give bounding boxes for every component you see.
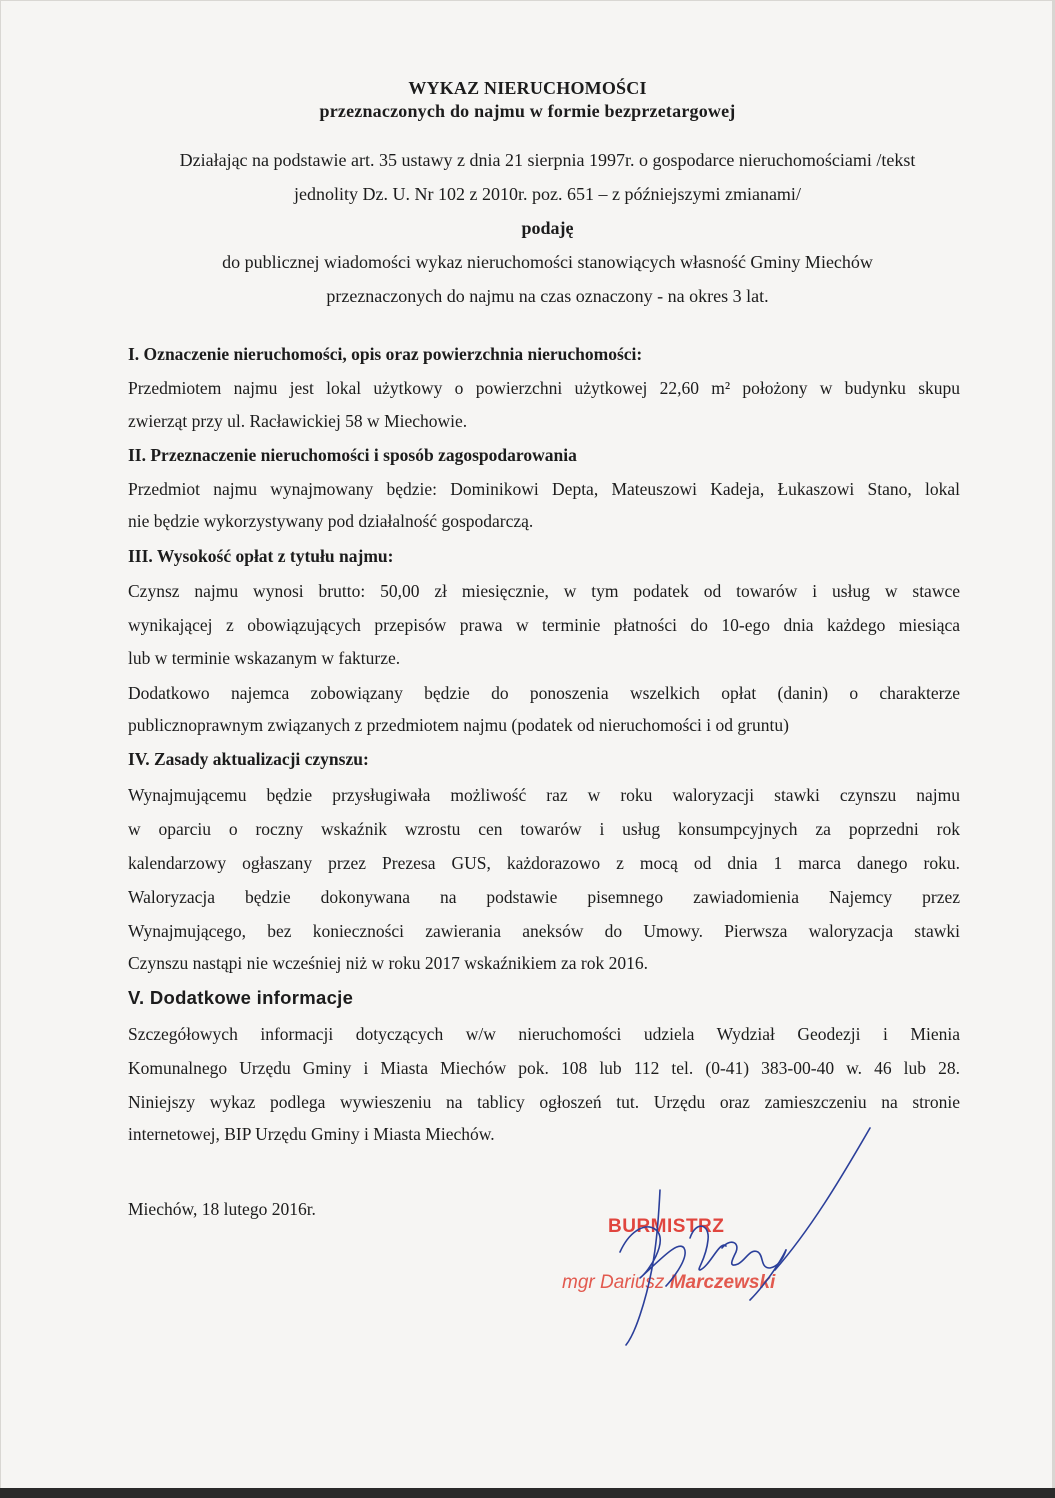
section-5-line-3: Niniejszy wykaz podlega wywieszeniu na tablicy ogłoszeń tut. Urzędu oraz zamieszczeniu na stronie [128,1092,960,1112]
section-4-line-4: Waloryzacja będzie dokonywana na podstawie pisemnego zawiadomienia Najemcy przez [128,887,960,907]
section-3-line-5: publicznoprawnym związanych z przedmiotem najmu (podatek od nieruchomości i od gruntu) [128,715,789,735]
section-3-line-1: Czynsz najmu wynosi brutto: 50,00 zł miesięcznie, w tym podatek od towarów i usług w stawce [128,581,960,601]
intro-line-5: przeznaczonych do najmu na czas oznaczony - na okres 3 lat. [326,286,769,306]
stamp-title: BURMISTRZ [608,1216,725,1237]
document-subtitle: przeznaczonych do najmu w formie bezprzetargowej [319,101,736,121]
section-2-line-2: nie będzie wykorzystywany pod działalność gospodarczą. [128,511,534,531]
section-4-line-6: Czynszu nastąpi nie wcześniej niż w roku 2017 wskaźnikiem za rok 2016. [128,953,649,973]
section-3-line-3: lub w terminie wskazanym w fakturze. [128,648,401,668]
section-4-line-1: Wynajmującemu będzie przysługiwała możliwość raz w roku waloryzacji stawki czynszu najmu [128,785,960,805]
stamp-name-prefix: mgr Dariusz [562,1272,670,1293]
place-date: Miechów, 18 lutego 2016r. [128,1199,316,1219]
section-2-heading: II. Przeznaczenie nieruchomości i sposób zagospodarowania [128,445,577,465]
section-3-line-2: wynikającej z obowiązujących przepisów prawa w terminie płatności do 10-ego dnia każdego miesiąca [128,615,960,635]
section-1-line-2: zwierząt przy ul. Racławickiej 58 w Miechowie. [128,411,468,431]
section-2-line-1: Przedmiot najmu wynajmowany będzie: Dominikowi Depta, Mateuszowi Kadeja, Łukaszowi Stano, lokal [128,479,960,499]
handwritten-signature [600,1120,890,1360]
section-4-line-3: kalendarzowy ogłaszany przez Prezesa GUS, każdorazowo z mocą od dnia 1 marca danego roku. [128,853,960,873]
section-5-line-1: Szczegółowych informacji dotyczących w/w nieruchomości udziela Wydział Geodezji i Mienia [128,1024,960,1044]
section-5-line-4: internetowej, BIP Urzędu Gminy i Miasta Miechów. [128,1124,495,1144]
stamp-name-surname: Marczewski [669,1272,776,1293]
section-4-heading: IV. Zasady aktualizacji czynszu: [128,749,369,769]
section-4-line-5: Wynajmującego, bez konieczności zawierania aneksów do Umowy. Pierwsza waloryzacja stawki [128,921,960,941]
scan-bottom-edge [0,1488,1055,1498]
intro-line-1: Działając na podstawie art. 35 ustawy z dnia 21 sierpnia 1997r. o gospodarce nieruchomościami /tekst [179,150,916,170]
section-3-line-4: Dodatkowo najemca zobowiązany będzie do ponoszenia wszelkich opłat (danin) o charakterze [128,683,960,703]
section-5-heading: V. Dodatkowe informacje [128,987,354,1008]
section-4-line-2: w oparciu o roczny wskaźnik wzrostu cen towarów i usług konsumpcyjnych za poprzedni rok [128,819,960,839]
intro-line-2: jednolity Dz. U. Nr 102 z 2010r. poz. 651 – z późniejszymi zmianami/ [294,184,801,204]
section-5-line-2: Komunalnego Urzędu Gminy i Miasta Miechów pok. 108 lub 112 tel. (0-41) 383-00-40 w. 46 lub 28. [128,1058,960,1078]
intro-line-4: do publicznej wiadomości wykaz nieruchomości stanowiących własność Gminy Miechów [222,252,873,272]
section-1-line-1: Przedmiotem najmu jest lokal użytkowy o powierzchni użytkowej 22,60 m² położony w budynku skupu [128,378,960,398]
intro-podaje: podaję [521,218,574,238]
section-1-heading: I. Oznaczenie nieruchomości, opis oraz powierzchnia nieruchomości: [128,344,643,364]
section-3-heading: III. Wysokość opłat z tytułu najmu: [128,546,394,566]
document-title: WYKAZ NIERUCHOMOŚCI [408,78,647,98]
